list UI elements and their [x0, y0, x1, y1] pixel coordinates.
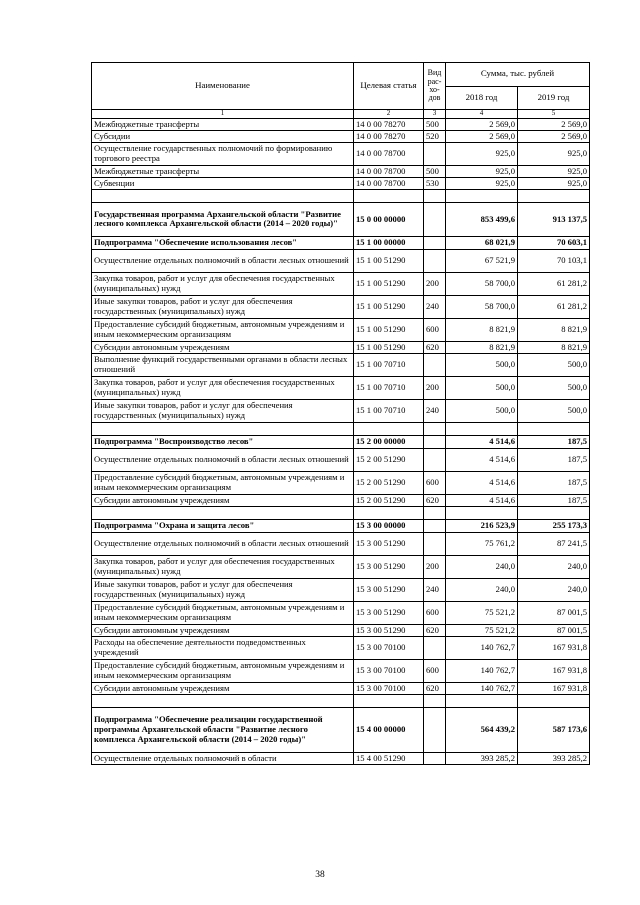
row-sum-2019: 167 931,8 — [518, 682, 590, 694]
row-sum-2018: 240,0 — [446, 555, 518, 578]
row-code: 15 3 00 51290 — [354, 578, 424, 601]
table-row — [92, 341, 590, 353]
row-sum-2018: 140 762,7 — [446, 636, 518, 659]
table-row — [92, 177, 590, 189]
row-sum-2018: 2 569,0 — [446, 118, 518, 130]
spacer-row — [92, 422, 590, 435]
row-code: 14 0 00 78270 — [354, 130, 424, 142]
table-row — [92, 624, 590, 636]
row-code: 15 1 00 70710 — [354, 399, 424, 422]
empty-cell — [354, 506, 424, 519]
budget-table — [91, 62, 590, 765]
column-index: 1 — [92, 110, 354, 119]
row-name: Субсидии автономным учреждениям — [92, 682, 354, 694]
row-expense-type — [424, 752, 446, 764]
row-expense-type: 200 — [424, 555, 446, 578]
row-sum-2018: 4 514,6 — [446, 494, 518, 506]
row-name: Осуществление отдельных полномочий в области лесных отношений — [92, 448, 354, 471]
row-sum-2019: 87 001,5 — [518, 601, 590, 624]
header-name: Наименование — [92, 63, 354, 110]
empty-cell — [354, 422, 424, 435]
row-name: Предоставление субсидий бюджетным, автономным учреждениям и иным некоммерческим организациям — [92, 318, 354, 341]
row-expense-type — [424, 707, 446, 752]
row-sum-2019: 167 931,8 — [518, 659, 590, 682]
row-sum-2019: 70 103,1 — [518, 249, 590, 272]
spacer-row — [92, 506, 590, 519]
empty-cell — [446, 506, 518, 519]
empty-cell — [92, 694, 354, 707]
row-name: Иные закупки товаров, работ и услуг для обеспечения государственных (муниципальных) нужд — [92, 578, 354, 601]
row-sum-2019: 500,0 — [518, 376, 590, 399]
row-sum-2019: 925,0 — [518, 177, 590, 189]
row-sum-2019: 187,5 — [518, 435, 590, 448]
row-code: 15 3 00 70100 — [354, 659, 424, 682]
row-sum-2019: 913 137,5 — [518, 202, 590, 236]
header-2018: 2018 год — [446, 86, 518, 110]
header-sum: Сумма, тыс. рублей — [446, 63, 590, 87]
table-row — [92, 682, 590, 694]
row-name: Межбюджетные трансферты — [92, 118, 354, 130]
table-row — [92, 118, 590, 130]
empty-cell — [92, 189, 354, 202]
page-number: 38 — [315, 870, 325, 880]
row-expense-type: 620 — [424, 341, 446, 353]
row-sum-2018: 140 762,7 — [446, 659, 518, 682]
table-row — [92, 494, 590, 506]
row-sum-2018: 500,0 — [446, 399, 518, 422]
row-expense-type — [424, 353, 446, 376]
row-name: Расходы на обеспечение деятельности подведомственных учреждений — [92, 636, 354, 659]
table-row — [92, 165, 590, 177]
row-sum-2018: 58 700,0 — [446, 295, 518, 318]
row-sum-2019: 500,0 — [518, 399, 590, 422]
table-row — [92, 353, 590, 376]
row-sum-2018: 393 285,2 — [446, 752, 518, 764]
row-sum-2019: 187,5 — [518, 494, 590, 506]
row-name: Осуществление отдельных полномочий в области лесных отношений — [92, 249, 354, 272]
row-code: 15 1 00 00000 — [354, 236, 424, 249]
row-sum-2018: 925,0 — [446, 165, 518, 177]
row-code: 15 1 00 70710 — [354, 353, 424, 376]
empty-cell — [446, 422, 518, 435]
table-row — [92, 295, 590, 318]
row-expense-type: 500 — [424, 118, 446, 130]
row-expense-type — [424, 236, 446, 249]
table-row — [92, 448, 590, 471]
table-row — [92, 659, 590, 682]
row-code: 15 1 00 51290 — [354, 272, 424, 295]
row-expense-type: 600 — [424, 659, 446, 682]
row-sum-2018: 500,0 — [446, 353, 518, 376]
row-expense-type: 600 — [424, 601, 446, 624]
row-expense-type: 620 — [424, 624, 446, 636]
row-code: 15 4 00 00000 — [354, 707, 424, 752]
row-code: 15 1 00 51290 — [354, 341, 424, 353]
row-name: Закупка товаров, работ и услуг для обеспечения государственных (муниципальных) нужд — [92, 376, 354, 399]
row-code: 15 1 00 51290 — [354, 318, 424, 341]
row-name: Субсидии — [92, 130, 354, 142]
row-code: 14 0 00 78270 — [354, 118, 424, 130]
row-name: Подпрограмма "Обеспечение реализации государственной программы Архангельской области "Развитие лесного комплекса Архангельской области (2014 – 2020 годы)" — [92, 707, 354, 752]
empty-cell — [518, 506, 590, 519]
table-row — [92, 399, 590, 422]
row-name: Осуществление отдельных полномочий в области — [92, 752, 354, 764]
row-sum-2018: 8 821,9 — [446, 341, 518, 353]
row-sum-2018: 853 499,6 — [446, 202, 518, 236]
row-code: 15 2 00 00000 — [354, 435, 424, 448]
row-code: 15 0 00 00000 — [354, 202, 424, 236]
table-row — [92, 376, 590, 399]
row-expense-type: 200 — [424, 272, 446, 295]
row-code: 15 3 00 51290 — [354, 555, 424, 578]
row-sum-2019: 61 281,2 — [518, 272, 590, 295]
table-row — [92, 130, 590, 142]
row-sum-2019: 8 821,9 — [518, 341, 590, 353]
row-sum-2018: 500,0 — [446, 376, 518, 399]
table-row — [92, 318, 590, 341]
row-name: Предоставление субсидий бюджетным, автономным учреждениям и иным некоммерческим организациям — [92, 659, 354, 682]
row-expense-type — [424, 532, 446, 555]
table-row — [92, 601, 590, 624]
row-name: Государственная программа Архангельской области "Развитие лесного комплекса Архангельской области (2014 – 2020 годы)" — [92, 202, 354, 236]
row-sum-2019: 587 173,6 — [518, 707, 590, 752]
row-expense-type: 600 — [424, 471, 446, 494]
spacer-row — [92, 189, 590, 202]
row-sum-2018: 68 021,9 — [446, 236, 518, 249]
row-sum-2018: 240,0 — [446, 578, 518, 601]
row-name: Субсидии автономным учреждениям — [92, 624, 354, 636]
table-row — [92, 471, 590, 494]
row-expense-type: 500 — [424, 165, 446, 177]
row-sum-2019: 87 241,5 — [518, 532, 590, 555]
row-sum-2019: 240,0 — [518, 578, 590, 601]
row-expense-type — [424, 519, 446, 532]
row-code: 15 3 00 70100 — [354, 636, 424, 659]
table-row — [92, 555, 590, 578]
row-name: Субсидии автономным учреждениям — [92, 494, 354, 506]
row-sum-2019: 393 285,2 — [518, 752, 590, 764]
row-code: 15 2 00 51290 — [354, 448, 424, 471]
row-expense-type — [424, 435, 446, 448]
row-expense-type — [424, 249, 446, 272]
row-name: Предоставление субсидий бюджетным, автономным учреждениям и иным некоммерческим организациям — [92, 601, 354, 624]
row-sum-2018: 925,0 — [446, 177, 518, 189]
row-name: Подпрограмма "Охрана и защита лесов" — [92, 519, 354, 532]
row-sum-2019: 8 821,9 — [518, 318, 590, 341]
row-sum-2018: 2 569,0 — [446, 130, 518, 142]
header-code: Целевая статья — [354, 63, 424, 110]
row-sum-2019: 61 281,2 — [518, 295, 590, 318]
row-sum-2019: 70 603,1 — [518, 236, 590, 249]
row-name: Подпрограмма "Обеспечение использования лесов" — [92, 236, 354, 249]
row-code: 14 0 00 78700 — [354, 142, 424, 165]
empty-cell — [424, 422, 446, 435]
row-expense-type: 200 — [424, 376, 446, 399]
spacer-row — [92, 694, 590, 707]
empty-cell — [92, 506, 354, 519]
table-row — [92, 532, 590, 555]
table-row — [92, 752, 590, 764]
column-index-row — [92, 110, 590, 119]
row-code: 14 0 00 78700 — [354, 177, 424, 189]
row-sum-2018: 564 439,2 — [446, 707, 518, 752]
row-sum-2018: 216 523,9 — [446, 519, 518, 532]
empty-cell — [518, 189, 590, 202]
table-row — [92, 272, 590, 295]
header-vid: Вид рас-хо-дов — [424, 63, 446, 110]
column-index: 5 — [518, 110, 590, 119]
column-index: 2 — [354, 110, 424, 119]
row-sum-2018: 4 514,6 — [446, 435, 518, 448]
row-name: Межбюджетные трансферты — [92, 165, 354, 177]
row-code: 15 1 00 70710 — [354, 376, 424, 399]
empty-cell — [424, 506, 446, 519]
row-expense-type: 600 — [424, 318, 446, 341]
row-sum-2019: 240,0 — [518, 555, 590, 578]
row-expense-type: 530 — [424, 177, 446, 189]
table-row — [92, 202, 590, 236]
row-sum-2018: 4 514,6 — [446, 448, 518, 471]
empty-cell — [446, 189, 518, 202]
column-index: 4 — [446, 110, 518, 119]
row-sum-2018: 140 762,7 — [446, 682, 518, 694]
row-code: 15 3 00 51290 — [354, 624, 424, 636]
row-sum-2018: 58 700,0 — [446, 272, 518, 295]
row-name: Закупка товаров, работ и услуг для обеспечения государственных (муниципальных) нужд — [92, 272, 354, 295]
table-row — [92, 707, 590, 752]
row-sum-2018: 75 521,2 — [446, 624, 518, 636]
header-row — [92, 63, 590, 87]
empty-cell — [354, 189, 424, 202]
row-sum-2019: 87 001,5 — [518, 624, 590, 636]
table-row — [92, 249, 590, 272]
row-name: Закупка товаров, работ и услуг для обеспечения государственных (муниципальных) нужд — [92, 555, 354, 578]
row-name: Осуществление государственных полномочий по формированию торгового реестра — [92, 142, 354, 165]
row-sum-2019: 925,0 — [518, 165, 590, 177]
row-sum-2019: 925,0 — [518, 142, 590, 165]
row-sum-2019: 500,0 — [518, 353, 590, 376]
row-expense-type — [424, 202, 446, 236]
table-row — [92, 519, 590, 532]
row-code: 15 4 00 51290 — [354, 752, 424, 764]
row-sum-2019: 255 173,3 — [518, 519, 590, 532]
row-expense-type: 620 — [424, 682, 446, 694]
empty-cell — [518, 422, 590, 435]
table-row — [92, 236, 590, 249]
table-row — [92, 578, 590, 601]
row-expense-type — [424, 142, 446, 165]
row-sum-2018: 925,0 — [446, 142, 518, 165]
empty-cell — [446, 694, 518, 707]
row-code: 15 2 00 51290 — [354, 494, 424, 506]
row-sum-2018: 75 521,2 — [446, 601, 518, 624]
row-code: 15 3 00 00000 — [354, 519, 424, 532]
row-expense-type: 240 — [424, 295, 446, 318]
row-sum-2018: 75 761,2 — [446, 532, 518, 555]
row-code: 15 1 00 51290 — [354, 249, 424, 272]
table-row — [92, 435, 590, 448]
row-code: 14 0 00 78700 — [354, 165, 424, 177]
row-sum-2019: 167 931,8 — [518, 636, 590, 659]
row-expense-type: 620 — [424, 494, 446, 506]
row-expense-type: 240 — [424, 578, 446, 601]
row-sum-2018: 67 521,9 — [446, 249, 518, 272]
empty-cell — [92, 422, 354, 435]
table-row — [92, 142, 590, 165]
row-code: 15 2 00 51290 — [354, 471, 424, 494]
row-name: Осуществление отдельных полномочий в области лесных отношений — [92, 532, 354, 555]
row-name: Субвенции — [92, 177, 354, 189]
header-2019: 2019 год — [518, 86, 590, 110]
row-name: Выполнение функций государственными органами в области лесных отношений — [92, 353, 354, 376]
row-code: 15 1 00 51290 — [354, 295, 424, 318]
row-sum-2019: 2 569,0 — [518, 118, 590, 130]
row-code: 15 3 00 70100 — [354, 682, 424, 694]
row-expense-type: 240 — [424, 399, 446, 422]
row-sum-2019: 187,5 — [518, 448, 590, 471]
row-code: 15 3 00 51290 — [354, 532, 424, 555]
row-name: Предоставление субсидий бюджетным, автономным учреждениям и иным некоммерческим организациям — [92, 471, 354, 494]
row-sum-2019: 2 569,0 — [518, 130, 590, 142]
row-expense-type: 520 — [424, 130, 446, 142]
row-name: Подпрограмма "Воспроизводство лесов" — [92, 435, 354, 448]
row-code: 15 3 00 51290 — [354, 601, 424, 624]
row-expense-type — [424, 448, 446, 471]
row-name: Иные закупки товаров, работ и услуг для обеспечения государственных (муниципальных) нужд — [92, 399, 354, 422]
empty-cell — [424, 189, 446, 202]
row-sum-2018: 4 514,6 — [446, 471, 518, 494]
empty-cell — [354, 694, 424, 707]
row-name: Иные закупки товаров, работ и услуг для обеспечения государственных (муниципальных) нужд — [92, 295, 354, 318]
row-expense-type — [424, 636, 446, 659]
row-sum-2018: 8 821,9 — [446, 318, 518, 341]
table-row — [92, 636, 590, 659]
column-index: 3 — [424, 110, 446, 119]
row-sum-2019: 187,5 — [518, 471, 590, 494]
empty-cell — [424, 694, 446, 707]
empty-cell — [518, 694, 590, 707]
row-name: Субсидии автономным учреждениям — [92, 341, 354, 353]
